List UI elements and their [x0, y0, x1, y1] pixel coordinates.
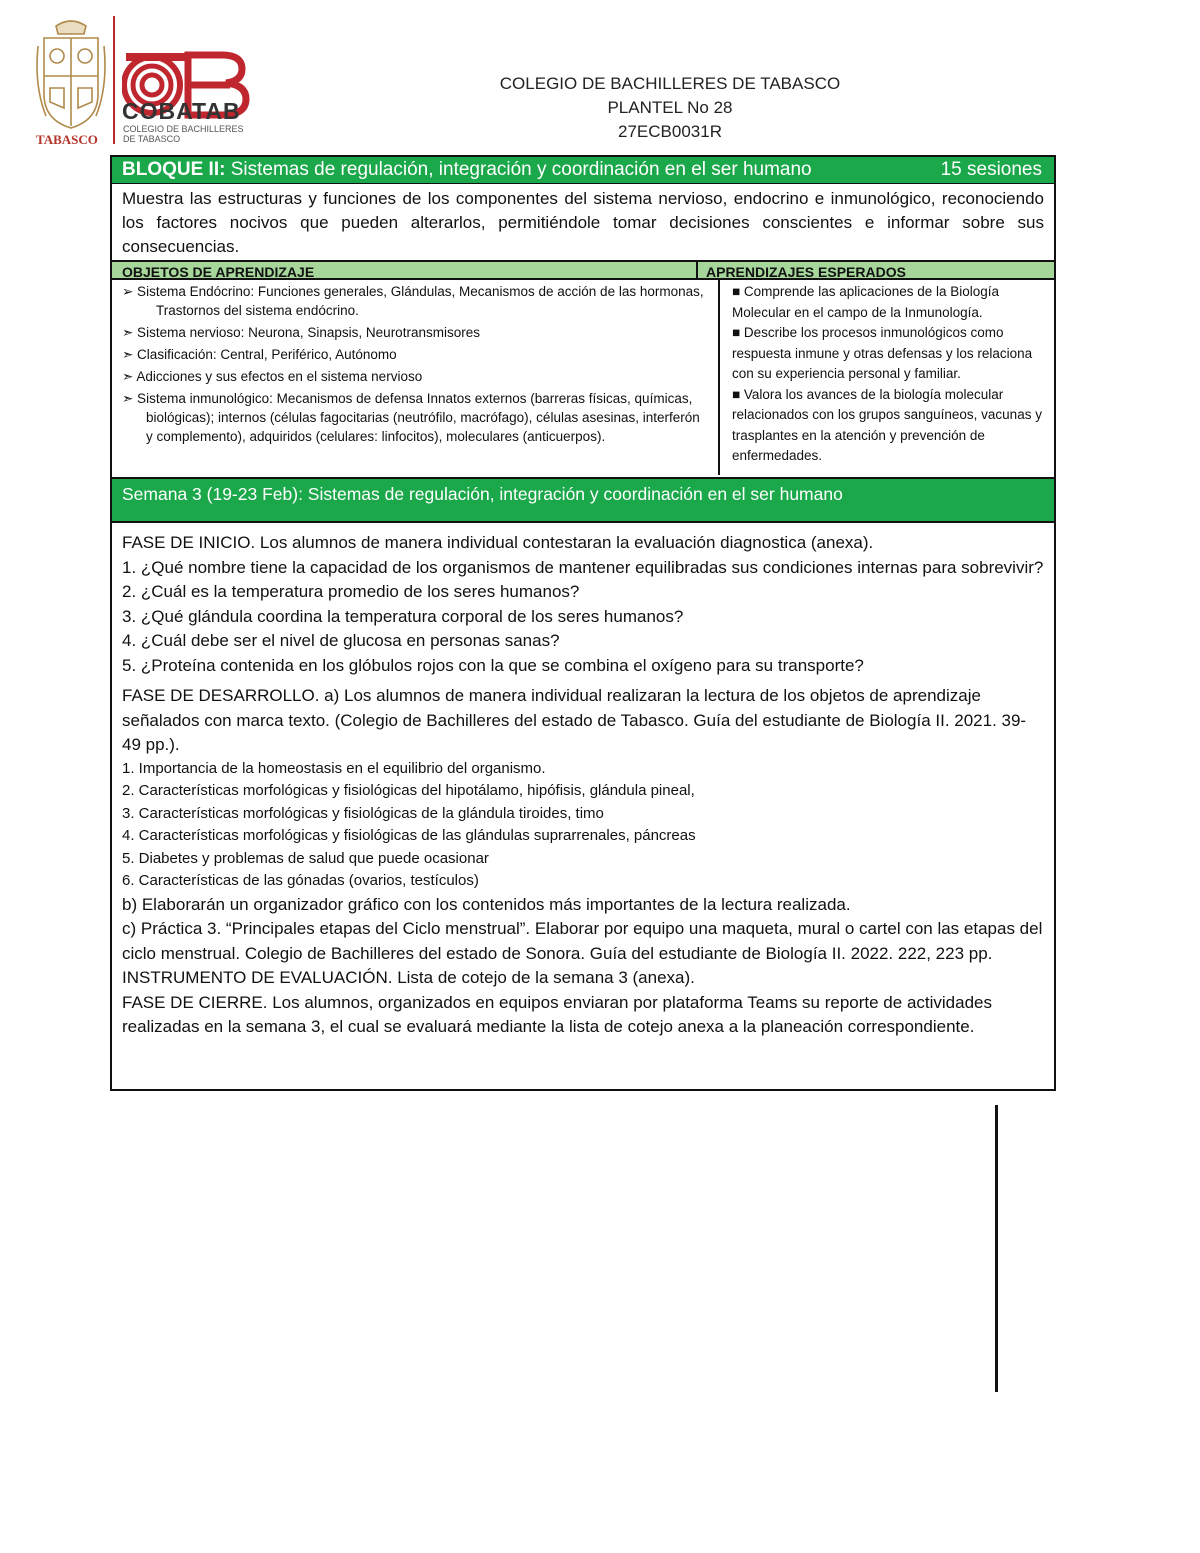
- pregunta: 5. ¿Proteína contenida en los glóbulos rojos con la que se combina el oxígeno para su transporte?: [122, 655, 864, 675]
- fase-desarrollo: FASE DE DESARROLLO. a) Los alumnos de manera individual realizaran la lectura de los objetos de aprendizaje señalados con marca texto. (Colegio de Bachilleres del estado de Tabasco. Guía del estudiante de Biología II. 2021. 39-49 pp.).: [122, 686, 1027, 754]
- school-name: COLEGIO DE BACHILLERES DE TABASCO: [499, 74, 841, 93]
- tema: 6. Características de las gónadas (ovarios, testículos): [122, 872, 479, 889]
- list-item: ➢ Sistema Endócrino: Funciones generales, Glándulas, Mecanismos de acción de las hormonas, Trastornos del sistema endócrino.: [122, 284, 704, 318]
- pregunta: 2. ¿Cuál es la temperatura promedio de los seres humanos?: [122, 582, 580, 601]
- column-separator: [696, 262, 698, 280]
- cobatab-subtitle: COLEGIO DE BACHILLERES DE TABASCO: [123, 124, 244, 144]
- document-header: [420, 72, 920, 144]
- pregunta: 4. ¿Cuál debe ser el nivel de glucosa en personas sanas?: [122, 631, 560, 650]
- tema: 2. Características morfológicas y fisiológicas del hipotálamo, hipófisis, glándula pineal,: [122, 782, 695, 799]
- actividad-b: b) Elaborarán un organizador gráfico con los contenidos más importantes de la lectura realizada.: [122, 894, 851, 914]
- actividad-c: c) Práctica 3. “Principales etapas del Ciclo menstrual”. Elaborar por equipo una maqueta, mural o cartel con las etapas del ciclo menstrual. Colegio de Bachilleres del estado de Sonora. Guía del estudiante de Biología II. 2022. 222, 223 pp.: [122, 919, 1043, 963]
- tema: 5. Diabetes y problemas de salud que puede ocasionar: [122, 849, 489, 867]
- planning-table: [110, 155, 1056, 1091]
- seal-label: TABASCO: [36, 132, 98, 147]
- list-item: ➣ Sistema nervioso: Neurona, Sinapsis, Neurotransmisores: [122, 325, 480, 340]
- list-item: ■ Describe los procesos inmunológicos como respuesta inmune y otras defensas y los relaciona con su experiencia personal y familiar.: [732, 325, 1033, 381]
- bloque-header: [112, 157, 1054, 183]
- list-item: ➣ Clasificación: Central, Periférico, Autónomo: [122, 347, 397, 362]
- plantel-number: PLANTEL No 28: [607, 98, 733, 117]
- tema: 1. Importancia de la homeostasis en el equilibrio del organismo.: [122, 759, 546, 777]
- list-item: ➣ Adicciones y sus efectos en el sistema nervioso: [122, 369, 423, 384]
- actividades-section: [112, 525, 1054, 1091]
- objetos-header: OBJETOS DE APRENDIZAJE: [122, 264, 315, 280]
- tema: 4. Características morfológicas y fisiológicas de las glándulas suprarrenales, páncreas: [122, 827, 696, 844]
- proposito-text: Muestra las estructuras y funciones de los componentes del sistema nervioso, endocrino e inmunológico, reconociendo los factores nocivos que pueden alterarlos, permitiéndole tomar decisiones conscientes e informar sobre sus consecuencias.: [112, 183, 1054, 255]
- list-item: ■ Comprende las aplicaciones de la Biología Molecular en el campo de la Inmunología.: [732, 284, 1000, 320]
- vertical-line: [995, 1105, 998, 1392]
- instrumento-evaluacion: INSTRUMENTO DE EVALUACIÓN. Lista de cotejo de la semana 3 (anexa).: [122, 968, 695, 987]
- objetos-list: [112, 280, 720, 475]
- fase-cierre: FASE DE CIERRE. Los alumnos, organizados en equipos enviaran por plataforma Teams su reporte de actividades realizadas en la semana 3, el cual se evaluará mediante la lista de cotejo anexa a la planeación correspondiente.: [122, 992, 992, 1036]
- aprendizajes-header: APRENDIZAJES ESPERADOS: [706, 264, 906, 280]
- bloque-title: Sistemas de regulación, integración y coordinación en el ser humano: [230, 159, 812, 180]
- fase-inicio: FASE DE INICIO. Los alumnos de manera individual contestaran la evaluación diagnostica (anexa).: [122, 533, 874, 552]
- cobatab-name: COBATAB: [122, 98, 241, 124]
- logo-divider: [113, 16, 115, 144]
- list-item: ➣ Sistema inmunológico: Mecanismos de defensa Innatos externos (barreras físicas, químicas, biológicas); internos (células fagocitarias (neutrófilo, macrófago), células asesinas, interferón y complemento), adquiridos (celulares: linfocitos), moleculares (anticuerpos).: [122, 391, 700, 444]
- aprendizajes-list: [724, 280, 1054, 475]
- tema: 3. Características morfológicas y fisiológicas de la glándula tiroides, timo: [122, 804, 604, 822]
- objetos-row: [112, 280, 1054, 477]
- school-code: 27ECB0031R: [618, 122, 722, 141]
- list-item: ■ Valora los avances de la biología molecular relacionados con los grupos sanguíneos, vacunas y trasplantes en la atención y prevención de enfermedades.: [732, 386, 1042, 463]
- columns-header: [112, 260, 1054, 280]
- pregunta: 3. ¿Qué glándula coordina la temperatura corporal de los seres humanos?: [122, 606, 684, 626]
- tabasco-seal-logo: [36, 16, 106, 148]
- pregunta: 1. ¿Qué nombre tiene la capacidad de los organismos de mantener equilibradas sus condiciones internas para sobrevivir?: [122, 557, 1044, 577]
- semana-header: Semana 3 (19-23 Feb): Sistemas de regulación, integración y coordinación en el ser humano: [112, 477, 1054, 523]
- bloque-sesiones: 15 sesiones: [940, 159, 1042, 180]
- bloque-label: BLOQUE II:: [122, 159, 226, 180]
